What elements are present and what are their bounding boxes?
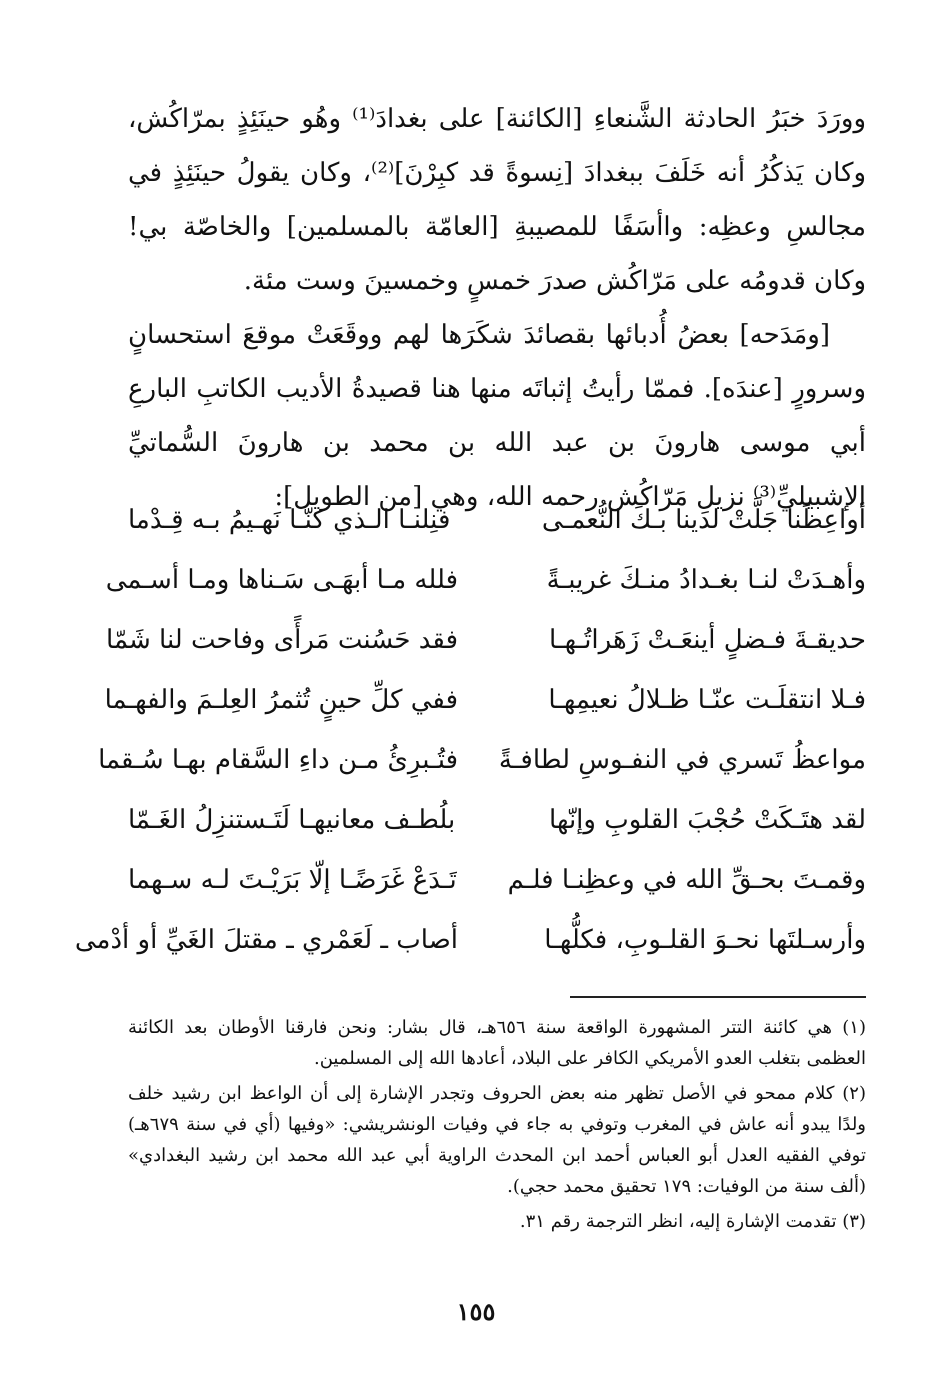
verse-first-hemistich: لقد هتَـكَتْ حُجْبَ القلوبِ وإنّها	[549, 805, 866, 835]
verse-second-hemistich: فتُـبرِئُ مـن داءِ السَّقام بهـا سُـقما	[98, 745, 458, 775]
verse-second-hemistich: فنِلنـا الـذي كنّـا نَهـيمُ بـه قِـدْما	[128, 505, 451, 535]
footnotes	[128, 1012, 866, 1241]
verse-first-hemistich: فـلا انتقلَـت عنّـا ظـلالُ نعيمِهـا	[548, 685, 866, 715]
verse-first-hemistich: مواعظُ تَسري في النفـوسِ لطافـةً	[498, 745, 866, 775]
paragraph-1: وورَدَ خبَرُ الحادثة الشَّنعاءِ [الكائنة] على بغدادَ⁽¹⁾ وهُو حينَئِذٍ بمرّاكُش، وكان يَذكُرُ أنه خَلَفَ ببغدادَ [نِسوةً قد كبِرْنَ]⁽²⁾، وكان يقولُ حينَئِذٍ في مجالسِ وعظِه: واأسَفًا للمصيبةِ [العامّة بالمسلمين] والخاصّة بي! وكان قدومُه على مَرّاكُش صدرَ خمسٍ وخمسينَ وست مئة.	[128, 104, 867, 296]
verse	[128, 850, 866, 910]
footnote-2: (٢) كلام ممحو في الأصل تظهر منه بعض الحروف وتجدر الإشارة إلى أن الواعظ ابن رشيد خلف ولدًا يبدو أنه عاش في المغرب وتوفي به جاء في وفيات الونشريشي: «وفيها (أي في سنة ٦٧٩هـ) توفي الفقيه العدل أبو العباس أحمد ابن المحدث الراوية أبي عبد الله محمد ابن رشيد البغدادي» (ألف سنة من الوفيات: ١٧٩ تحقيق محمد حجي).	[128, 1083, 866, 1197]
footnote-1: (١) هي كائنة التتر المشهورة الواقعة سنة ٦٥٦هـ، قال بشار: ونحن فارقنا الأوطان بعد الكائنة العظمى بتغلب العدو الأمريكي الكافر على البلاد، أعادها الله إلى المسلمين.	[128, 1017, 866, 1069]
verse-second-hemistich: ففي كلِّ حينٍ تُثمرُ العِلـمَ والفهـما	[104, 685, 458, 715]
verse	[104, 670, 866, 730]
verse-first-hemistich: أواعِظَنا جَلَّتْ لدينا بـكَ النُّعمـى	[541, 505, 866, 535]
verse	[98, 730, 866, 790]
verse	[128, 790, 866, 850]
verse-first-hemistich: حديقـةَ فـضلٍ أينعَـتْ زَهَراتُـهـا	[549, 625, 866, 655]
verse-first-hemistich: وأهـدَتْ لنـا بغـدادُ منـكَ غريبـةً	[546, 565, 866, 595]
footnote-divider	[570, 996, 866, 998]
verse-second-hemistich: بلُطـف معانيهـا لَتَـستنزِلُ الغَـمّا	[128, 805, 456, 835]
page-number: ١٥٥	[456, 1297, 496, 1326]
verse-second-hemistich: فلله مـا أبهَـى سَـناها ومـا أسـمى	[105, 565, 458, 595]
verse-first-hemistich: وأرسـلتَها نحـوَ القلـوبِ، فكلُّهـا	[544, 925, 866, 955]
verse	[128, 490, 866, 550]
verse-second-hemistich: تَـدَعْ غَرَضًـا إلّا بَرَيْـتَ لـه سـهما	[128, 865, 457, 895]
verse	[106, 610, 866, 670]
verse-first-hemistich: وقمـتَ بحـقِّ الله في وعظِنـا فلـم	[507, 865, 866, 895]
verse-second-hemistich: أصاب ـ لَعَمْري ـ مقتلَ الغَيِّ أو أدْمى	[74, 925, 458, 955]
verse-second-hemistich: فقد حَسُنت مَرأًى وفاحت لنا شَمّا	[106, 625, 458, 655]
paragraph-2: [ومَدَحه] بعضُ أُدبائها بقصائدَ شكَرَها لهم ووقَعَتْ موقعَ استحسانٍ وسرورٍ [عندَه]. فممّا رأيتُ إثباتَه منها هنا قصيدةُ الأديب الكاتبِ البارعِ أبي موسى هارونَ بن عبد الله بن محمد بن هارونَ السُّماتيِّ الإشبيليِّ⁽³⁾ نزيلِ مَرّاكُش رحمه الله، وهي [من الطويل]:	[128, 320, 866, 512]
verse	[105, 550, 866, 610]
verse	[74, 910, 866, 970]
footnote-3: (٣) تقدمت الإشارة إليه، انظر الترجمة رقم ٣١.	[519, 1211, 866, 1232]
main-text	[128, 92, 866, 524]
poem	[74, 490, 866, 970]
